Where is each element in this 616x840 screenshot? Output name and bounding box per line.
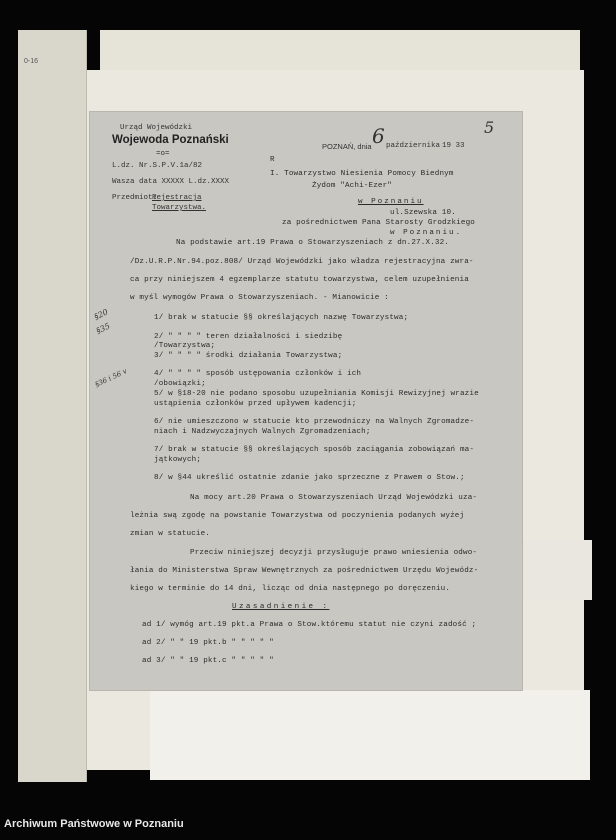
binder-tag: 0-16 xyxy=(24,58,39,65)
body-line-2: /Dz.U.R.P.Nr.94.poz.808/ Urząd Wojewódzki jako władza rejestracyjna zwra- xyxy=(130,258,474,266)
recipient-line-1: I. Towarzystwo Niesienia Pomocy Biednym xyxy=(270,170,454,178)
item-5-cont: ustąpienia członków przed upływem kadencji; xyxy=(154,400,357,408)
uzasadnienie-title: Uzasadnienie : xyxy=(232,603,330,611)
para2-line-3: zmian w statucie. xyxy=(130,530,211,538)
item-6: 6/ nie umieszczono w statucie kto przewodniczy na Walnych Zgromadze- xyxy=(154,418,475,426)
item-7-cont: jątkowych; xyxy=(154,456,202,464)
para3-line-1: Przeciw niniejszej decyzji przysługuje prawo wniesienia odwo- xyxy=(190,549,478,557)
document-page xyxy=(90,112,522,690)
item-1: 1/ brak w statucie §§ określających nazwę Towarzystwa; xyxy=(154,314,409,322)
handwritten-page-number: 5 xyxy=(484,118,495,137)
subject-label: Przedmiot: xyxy=(112,194,158,202)
header-sign: =o= xyxy=(156,150,170,158)
para3-line-3: kiego w terminie do 14 dni, licząc od dnia następnego po doręczeniu. xyxy=(130,585,451,593)
recipient-line-5: za pośrednictwem Pana Starosty Grodzkiego xyxy=(282,219,475,227)
item-6-cont: niach i Nadzwyczajnych Walnych Zgromadzeniach; xyxy=(154,428,371,436)
item-7: 7/ brak w statucie §§ określających sposób zaciągania zobowiązań ma- xyxy=(154,446,475,454)
item-2-cont: /Towarzystwa; xyxy=(154,342,216,350)
date-reference: Wasza data XXXXX L.dz.XXXX xyxy=(112,178,230,186)
binder-strip xyxy=(18,30,87,782)
margin-note-2: §35 xyxy=(94,321,112,336)
subject-line-1: Rejestracja xyxy=(152,194,202,202)
handwritten-day: 6 xyxy=(372,124,385,148)
date-month: października xyxy=(386,142,441,150)
recipient-line-2: Żydom "Achi-Ezer" xyxy=(312,182,393,190)
body-line-3: ca przy niniejszem 4 egzemplarze statutu towarzystwa, celem uzupełnienia xyxy=(130,276,469,284)
item-4: 4/ " " " " sposób ustępowania członków i ich xyxy=(154,370,362,378)
recipient-line-6: w Poznaniu. xyxy=(390,229,463,237)
reason-2: ad 2/ " " 19 pkt.b " " " " " xyxy=(142,639,274,647)
recipient-line-4: ul.Szewska 10. xyxy=(390,209,456,217)
item-5: 5/ w §18-20 nie podano sposobu uzupełniania Komisji Rewizyjnej wrazie xyxy=(154,390,479,398)
place-date-city: POZNAŃ, dnia xyxy=(322,142,372,151)
archive-footer xyxy=(0,806,616,840)
background-sheet-bottom xyxy=(150,690,590,780)
item-3: 3/ " " " " środki działania Towarzystwa; xyxy=(154,352,343,360)
archive-label: Archiwum Państwowe w Poznaniu xyxy=(4,818,184,830)
reference-number xyxy=(112,162,202,170)
subject-line-2: Towarzystwa. xyxy=(152,204,207,212)
body-line-1: Na podstawie art.19 Prawa o Stowarzyszeniach z dn.27.X.32. xyxy=(176,239,450,247)
reference-value: Nr.S.P.V.1a/82 xyxy=(139,162,203,170)
body-line-4: w myśl wymogów Prawa o Stowarzyszeniach. - Mianowicie : xyxy=(130,294,389,302)
margin-note-1: §20 xyxy=(92,307,110,322)
para2-line-1: Na mocy art.20 Prawa o Stowarzyszeniach Urząd Wojewódzki uza- xyxy=(190,494,478,502)
item-8: 8/ w §44 ukreślić ostatnie zdanie jako sprzeczne z Prawem o Stow.; xyxy=(154,474,465,482)
paper-edge xyxy=(522,540,592,600)
reason-1: ad 1/ wymóg art.19 pkt.a Prawa o Stow.któremu statut nie czyni zadość ; xyxy=(142,621,477,629)
recipient-line-3: w Poznaniu xyxy=(358,198,424,206)
item-2: 2/ " " " " teren działalności i siedzibę xyxy=(154,333,343,341)
item-4-cont: /obowiązki; xyxy=(154,380,206,388)
date-year: 19 33 xyxy=(442,142,465,150)
para2-line-2: leżnia swą zgodę na powstanie Towarzystwa od poczynienia podanych wyżej xyxy=(130,512,465,520)
office-name: Urząd Wojewódzki xyxy=(120,124,193,132)
reference-prefix: L.dz. xyxy=(112,162,135,170)
wojewoda-title: Wojewoda Poznański xyxy=(112,134,229,146)
margin-note-3: §36 i 56 v xyxy=(93,367,129,389)
reason-3: ad 3/ " " 19 pkt.c " " " " " xyxy=(142,657,274,665)
para3-line-2: łania do Ministerstwa Spraw Wewnętrznych za pośrednictwem Urzędu Wojewódz- xyxy=(130,567,479,575)
recipient-mark: R xyxy=(270,156,275,164)
